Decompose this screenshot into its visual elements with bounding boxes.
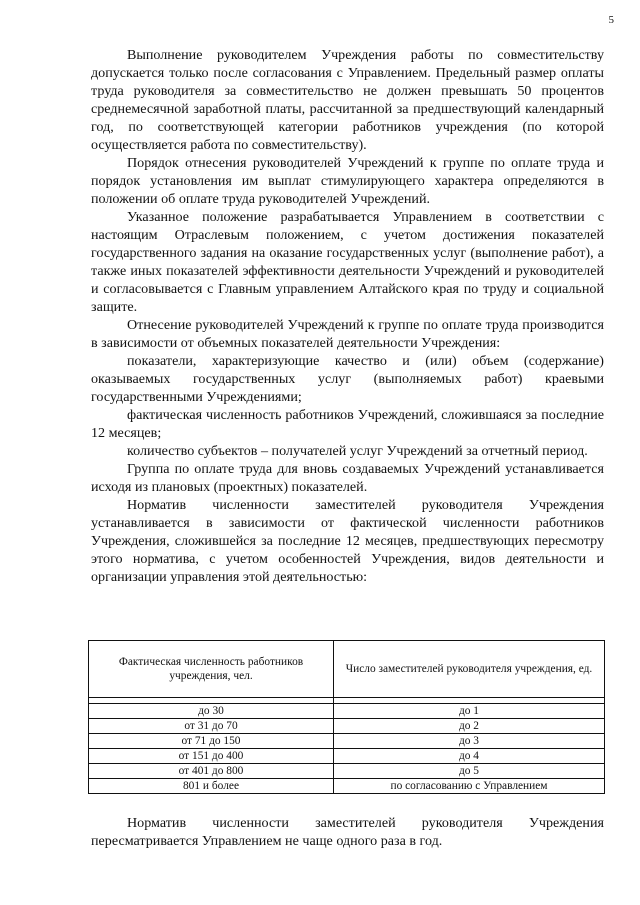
table-header-row [89,641,605,698]
paragraph-pay-group-assignment: Отнесение руководителей Учреждений к группе по оплате труда производится в зависимости от объемных показателей деятельности Учреждения: [91,317,604,351]
table-cell-headcount: до 30 [89,704,334,719]
table-cell-headcount: от 401 до 800 [89,764,334,779]
paragraph-indicator-headcount: фактическая численность работников Учреждений, сложившаяся за последние 12 месяцев; [91,407,604,441]
table-row [89,719,605,734]
table-cell-deputies: по согласованию с Управлением [334,779,605,794]
paragraph-regulation-development: Указанное положение разрабатывается Управлением в соответствии с настоящим Отраслевым положением, с учетом достижения показателей государственного задания на оказание государственных услуг (выполнение работ), а также иных показателей эффективности деятельности Учреждений и руководителей и согласовывается с Главным управлением Алтайского края по труду и социальной защите. [91,209,604,315]
table-cell-deputies: до 3 [334,734,605,749]
table-cell-headcount: от 71 до 150 [89,734,334,749]
header-deputies: Число заместителей руководителя учреждения, ед. [334,641,605,698]
table-row [89,734,605,749]
table-cell-deputies: до 1 [334,704,605,719]
paragraph-concurrent-work: Выполнение руководителем Учреждения работы по совместительству допускается только после согласования с Управлением. Предельный размер оплаты труда руководителя за совместительство не должен превышать 50 процентов среднемесячной заработной платы, рассчитанной за предшествующий календарный год, по соответствующей категории работников учреждения (по которой осуществляется работа по совместительству). [91,47,604,153]
table-cell-deputies: до 5 [334,764,605,779]
table-row [89,704,605,719]
paragraph-indicator-recipients: количество субъектов – получателей услуг Учреждений за отчетный период. [127,443,588,459]
table-row [89,764,605,779]
deputy-norm-table-wrap [88,640,605,794]
paragraph-new-institutions: Группа по оплате труда для вновь создаваемых Учреждений устанавливается исходя из плановых (проектных) показателей. [91,461,604,495]
table-cell-headcount: от 151 до 400 [89,749,334,764]
table-cell-deputies: до 4 [334,749,605,764]
table-row [89,779,605,794]
closing-text [91,814,604,850]
deputy-norm-table [88,640,605,794]
table-cell-deputies: до 2 [334,719,605,734]
page-number: 5 [608,14,614,26]
table-cell-headcount: от 31 до 70 [89,719,334,734]
paragraph-deputy-norm: Норматив численности заместителей руководителя Учреждения устанавливается в зависимости от фактической численности работников Учреждения, сложившейся за последние 12 месяцев, предшествующих пересмотру этого норматива, с учетом особенностей Учреждения, видов деятельности и организации управления этой деятельностью: [91,497,604,585]
paragraph-indicator-quality: показатели, характеризующие качество и (или) объем (содержание) оказываемых государственных услуг (выполняемых работ) краевыми государственными Учреждениями; [91,353,604,405]
body-text [91,46,604,586]
table-cell-headcount: 801 и более [89,779,334,794]
paragraph-norm-revision: Норматив численности заместителей руководителя Учреждения пересматривается Управлением не чаще одного раза в год. [91,815,604,849]
paragraph-pay-group-procedure: Порядок отнесения руководителей Учреждений к группе по оплате труда и порядок установления им выплат стимулирующего характера определяются в положении об оплате труда руководителей Учреждений. [91,155,604,207]
header-headcount: Фактическая численность работников учреждения, чел. [89,641,334,698]
table-row [89,749,605,764]
